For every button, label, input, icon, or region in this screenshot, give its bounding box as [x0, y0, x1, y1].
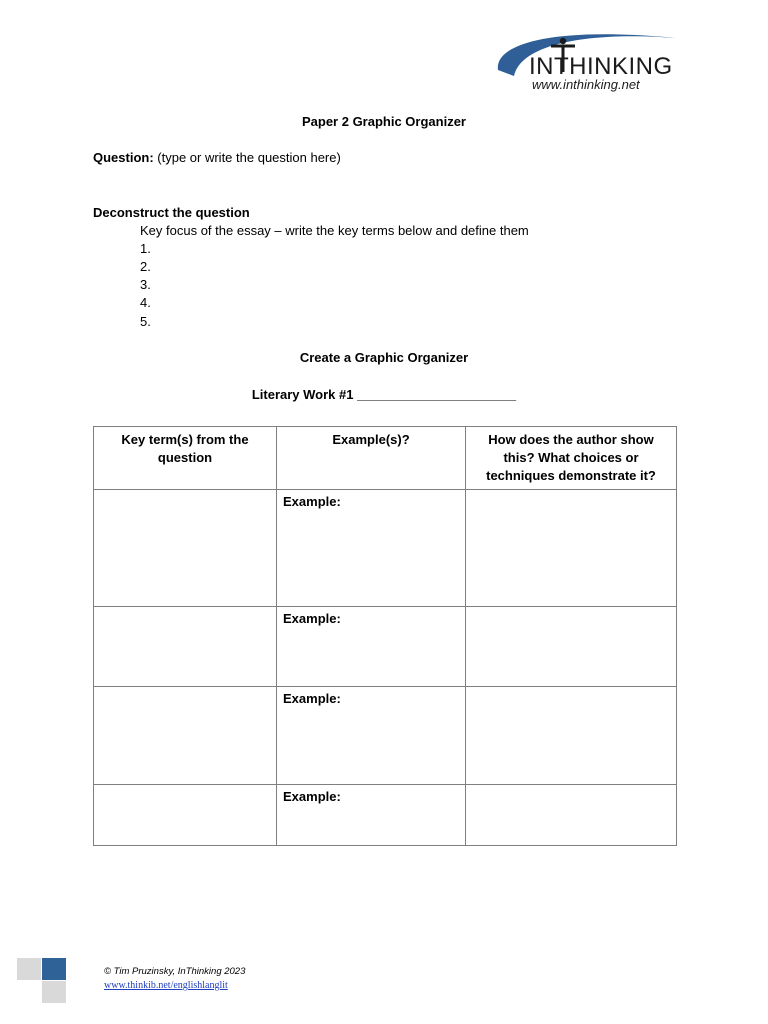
key-term-cell[interactable] — [94, 785, 277, 846]
key-term-cell[interactable] — [94, 490, 277, 607]
create-heading: Create a Graphic Organizer — [299, 350, 469, 365]
numbered-item-2: 2. — [140, 259, 151, 274]
logo-wordmark: INTHINKING — [529, 53, 673, 80]
question-label: Question: — [93, 150, 154, 165]
table-header-row — [94, 427, 677, 490]
example-label: Example: — [283, 494, 341, 509]
example-cell[interactable] — [277, 607, 466, 687]
example-cell[interactable] — [277, 785, 466, 846]
inthinking-logo — [492, 24, 682, 96]
example-label: Example: — [283, 611, 341, 626]
table-row — [94, 785, 677, 846]
key-term-cell[interactable] — [94, 687, 277, 785]
question-placeholder: (type or write the question here) — [153, 150, 341, 165]
literary-work-label: Literary Work #1 ______________________ — [251, 387, 517, 402]
table-row — [94, 607, 677, 687]
example-cell[interactable] — [277, 687, 466, 785]
technique-cell[interactable] — [466, 687, 677, 785]
footer-square-blue — [42, 958, 66, 980]
page-title: Paper 2 Graphic Organizer — [301, 114, 466, 129]
footer-credit: © Tim Pruzinsky, InThinking 2023 — [104, 966, 246, 977]
key-focus-text: Key focus of the essay – write the key terms below and define them — [140, 223, 529, 238]
table-row — [94, 687, 677, 785]
graphic-organizer-table — [93, 426, 677, 846]
header-examples: Example(s)? — [277, 427, 466, 490]
technique-cell[interactable] — [466, 607, 677, 687]
footer-link[interactable]: www.thinkib.net/englishlanglit — [104, 980, 228, 991]
numbered-item-4: 4. — [140, 295, 151, 310]
footer-square-gray — [17, 958, 41, 980]
footer-square-gray-lower — [42, 981, 66, 1003]
technique-cell[interactable] — [466, 785, 677, 846]
numbered-item-1: 1. — [140, 241, 151, 256]
example-label: Example: — [283, 691, 341, 706]
technique-cell[interactable] — [466, 490, 677, 607]
header-techniques: How does the author show this? What choices or techniques demonstrate it? — [466, 427, 677, 490]
example-cell[interactable] — [277, 490, 466, 607]
question-line — [93, 149, 341, 167]
example-label: Example: — [283, 789, 341, 804]
key-term-cell[interactable] — [94, 607, 277, 687]
logo-url: www.inthinking.net — [532, 77, 640, 92]
table-row — [94, 490, 677, 607]
numbered-item-5: 5. — [140, 314, 151, 329]
deconstruct-heading: Deconstruct the question — [93, 205, 250, 220]
header-key-terms: Key term(s) from the question — [94, 427, 277, 490]
numbered-item-3: 3. — [140, 277, 151, 292]
